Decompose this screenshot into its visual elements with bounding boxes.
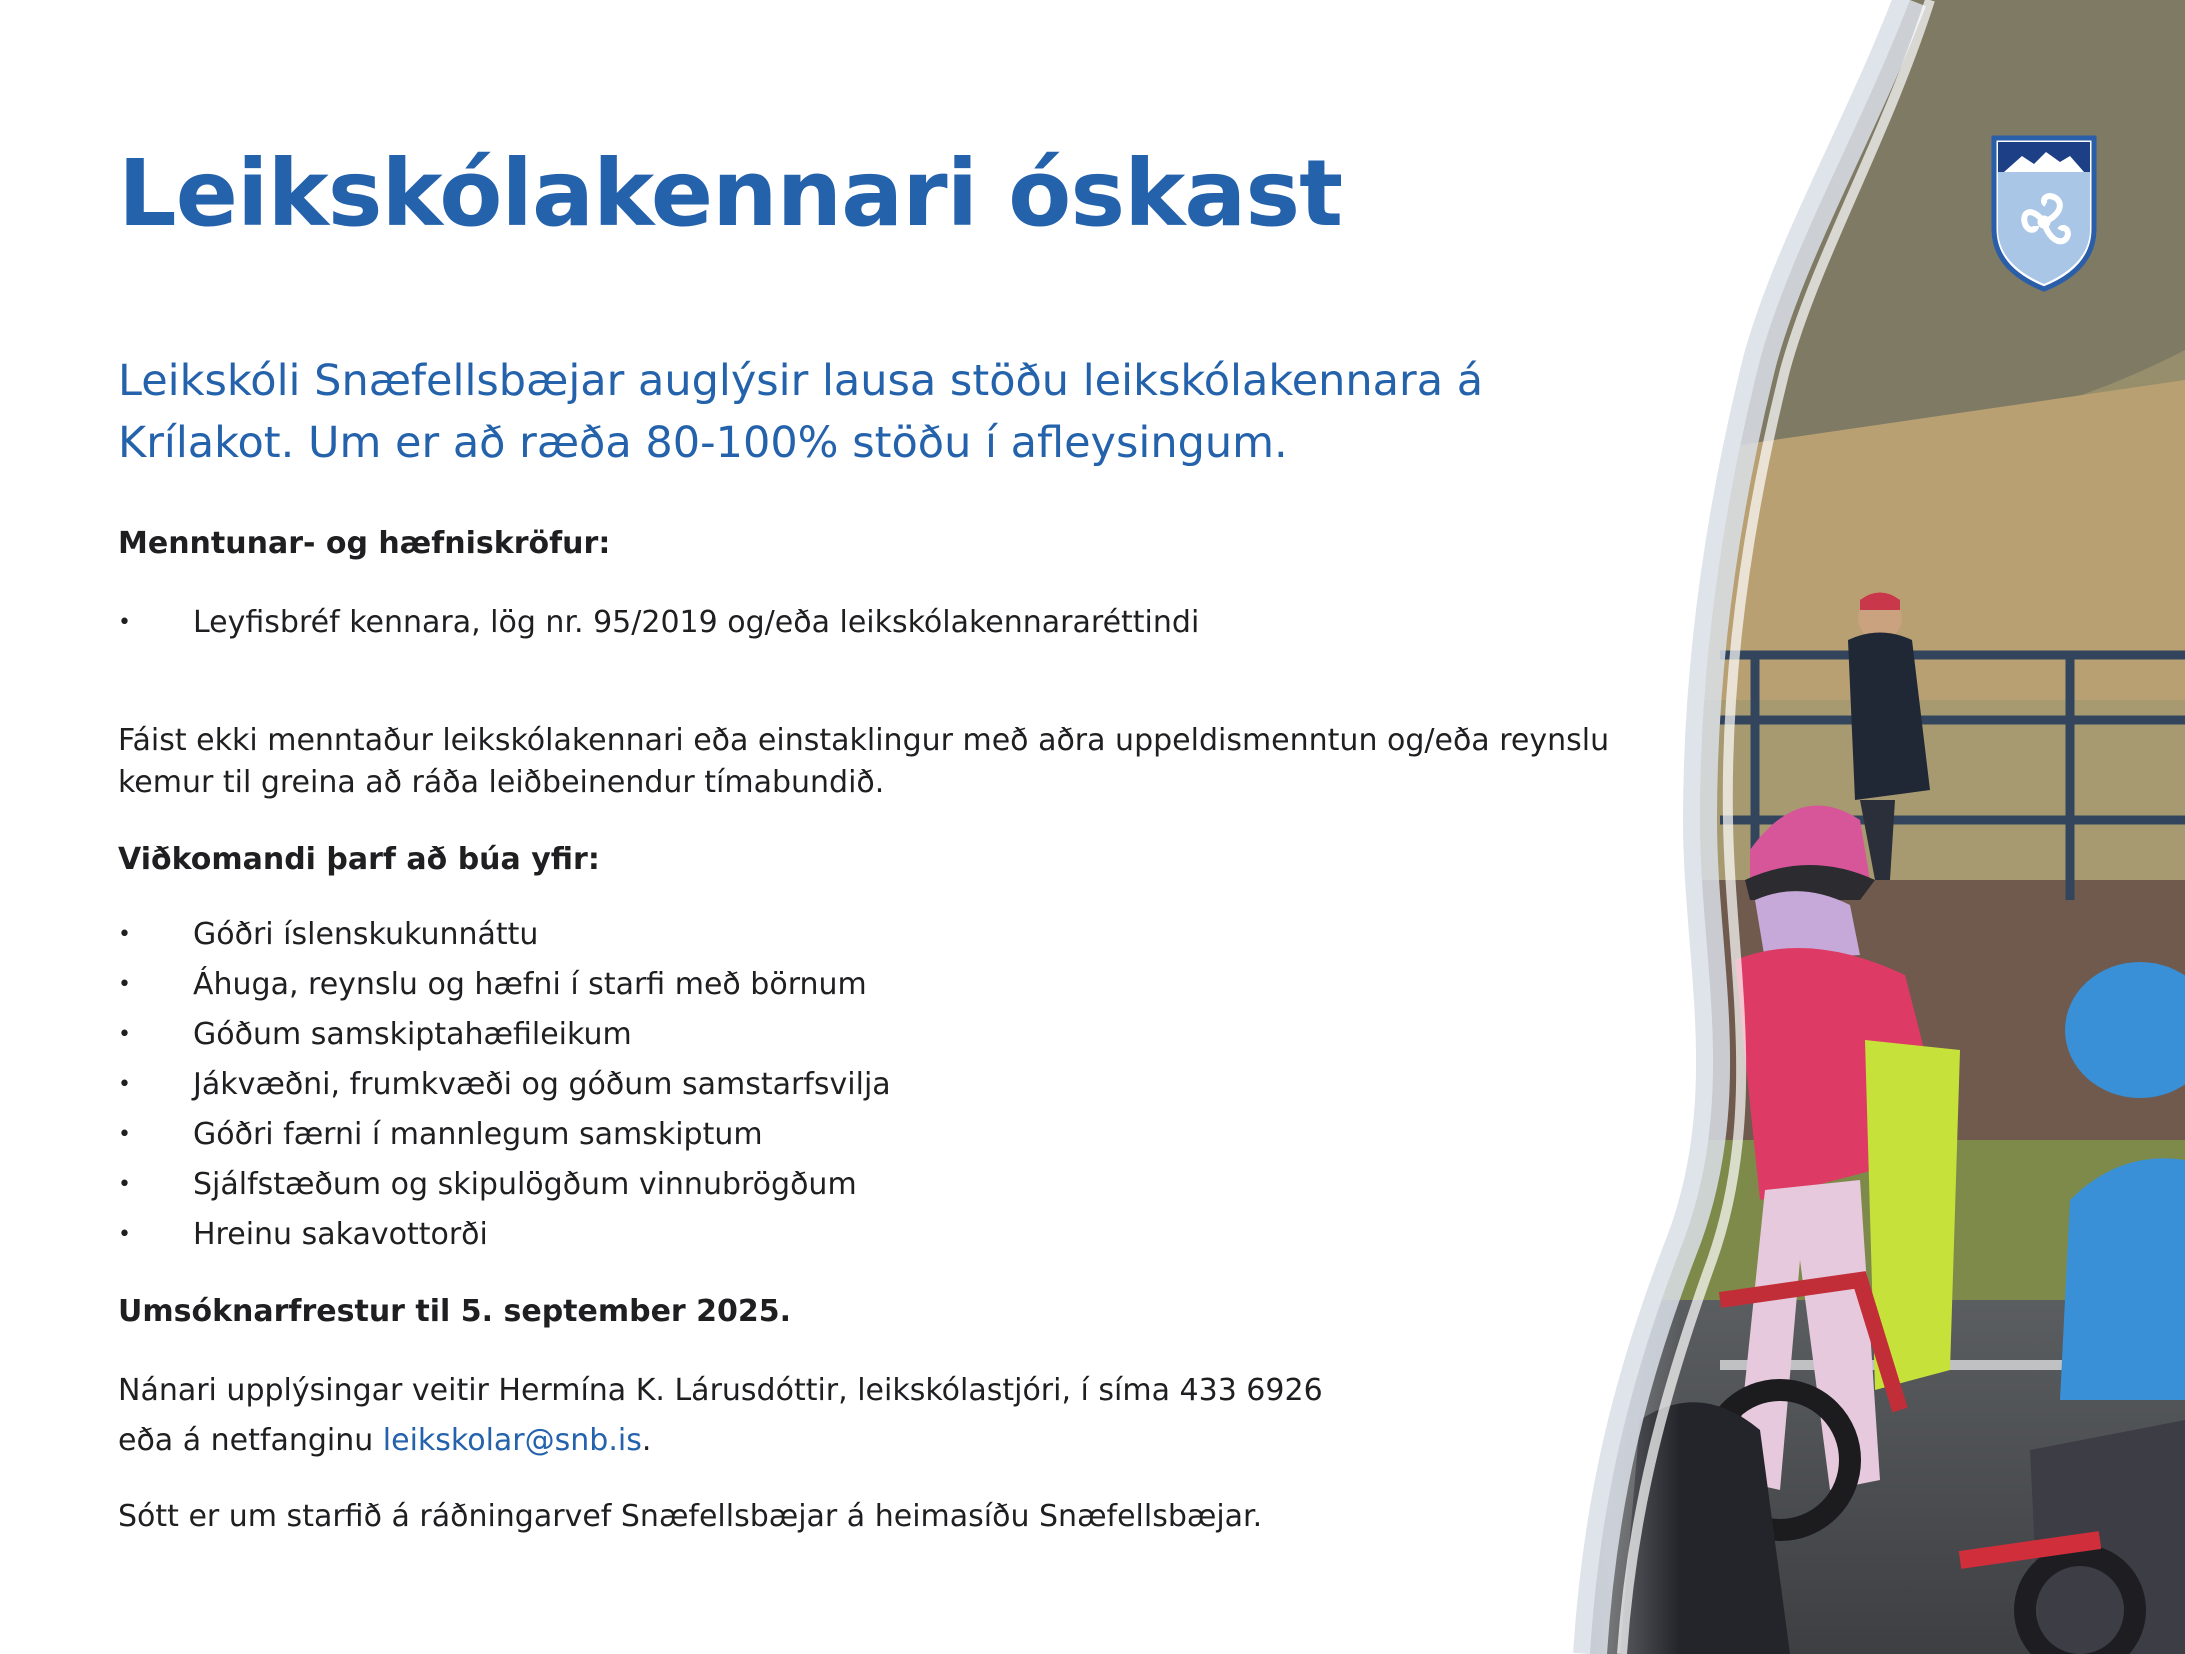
- list-item: [118, 598, 1199, 648]
- deadline-text: Umsóknarfrestur til 5. september 2025.: [118, 1294, 792, 1329]
- quality-text: Jákvæðni, frumkvæði og góðum samstarfsvilja: [193, 1067, 891, 1102]
- requirement-text: Leyfisbréf kennara, lög nr. 95/2019 og/eða leikskólakennararéttindi: [193, 605, 1200, 640]
- bullet-icon: •: [118, 1222, 131, 1247]
- qualities-list: [118, 910, 891, 1260]
- quality-text: Áhuga, reynslu og hæfni í starfi með börnum: [193, 967, 867, 1002]
- bullet-icon: •: [118, 610, 131, 635]
- snaefellsbaer-coat-of-arms-icon: [1990, 134, 2098, 292]
- contact-line-2-prefix: eða á netfanginu: [118, 1423, 383, 1458]
- list-item: [118, 1160, 891, 1210]
- list-item: [118, 1210, 891, 1260]
- bullet-icon: •: [118, 1172, 131, 1197]
- list-item: [118, 910, 891, 960]
- list-item: [118, 1110, 891, 1160]
- bullet-icon: •: [118, 1022, 131, 1047]
- bullet-icon: •: [118, 922, 131, 947]
- list-item: [118, 1060, 891, 1110]
- requirements-list: [118, 598, 1199, 648]
- page-title: Leikskólakennari óskast: [118, 140, 1343, 247]
- requirements-heading: Menntunar- og hæfniskröfur:: [118, 526, 611, 561]
- contact-line-2-suffix: .: [641, 1423, 652, 1458]
- email-link[interactable]: leikskolar@snb.is: [382, 1423, 642, 1458]
- bullet-icon: •: [118, 972, 131, 997]
- bullet-icon: •: [118, 1072, 131, 1097]
- list-item: [118, 1010, 891, 1060]
- quality-text: Góðri íslenskukunnáttu: [193, 917, 539, 952]
- apply-note: Sótt er um starfið á ráðningarvef Snæfellsbæjar á heimasíðu Snæfellsbæjar.: [118, 1499, 1263, 1534]
- quality-text: Sjálfstæðum og skipulögðum vinnubrögðum: [193, 1167, 857, 1202]
- contact-line-1: Nánari upplýsingar veitir Hermína K. Lárusdóttir, leikskólastjóri, í síma 433 6926: [118, 1373, 1323, 1408]
- list-item: [118, 960, 891, 1010]
- bullet-icon: •: [118, 1122, 131, 1147]
- intro-text: Leikskóli Snæfellsbæjar auglýsir lausa stöðu leikskólakennara á Krílakot. Um er að ræða 80-100% stöðu í afleysingum.: [118, 356, 1484, 468]
- quality-text: Góðri færni í mannlegum samskiptum: [193, 1117, 763, 1152]
- qualities-heading: Viðkomandi þarf að búa yfir:: [118, 842, 600, 877]
- quality-text: Hreinu sakavottorði: [193, 1217, 488, 1252]
- quality-text: Góðum samskiptahæfileikum: [193, 1017, 632, 1052]
- fallback-note: Fáist ekki menntaður leikskólakennari eða einstaklingur með aðra uppeldismenntun og/eða reynslu kemur til greina að ráða leiðbeinendur tímabundið.: [118, 723, 1610, 800]
- contact-text: [118, 1366, 1323, 1466]
